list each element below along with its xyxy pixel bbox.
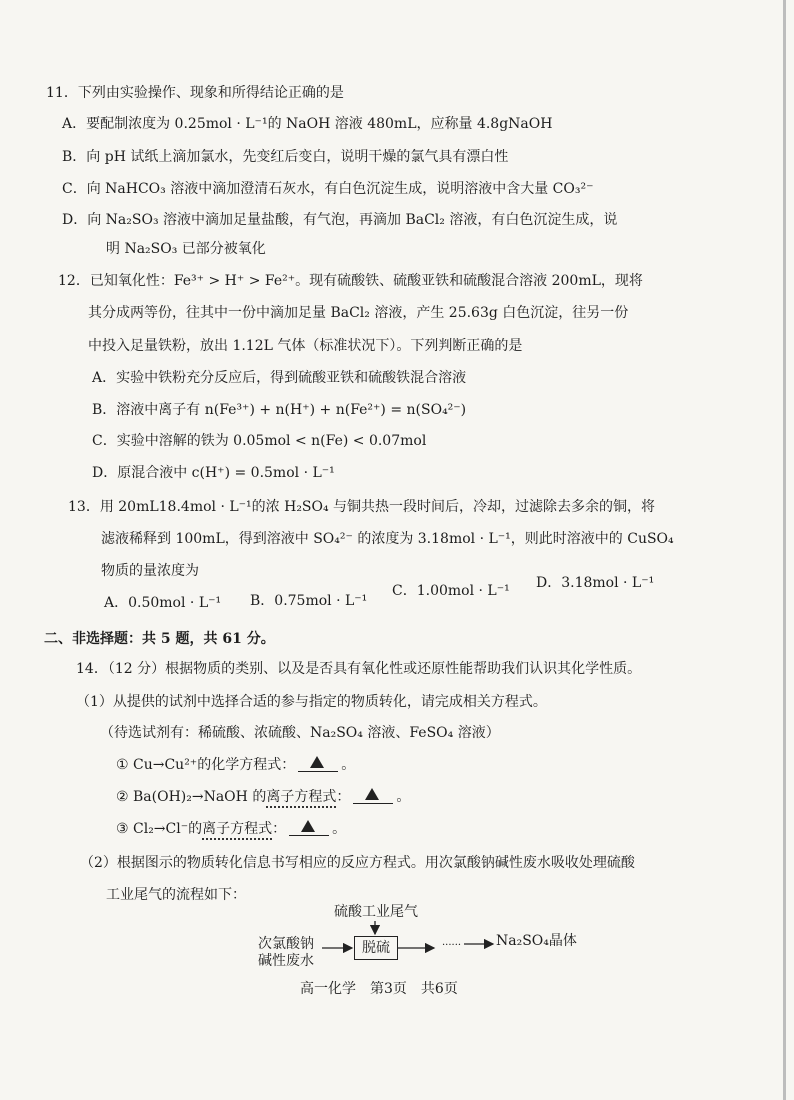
- q14-item-3-prefix: ③ Cl₂→Cl⁻的: [116, 821, 203, 837]
- q14-item-2-keyword: 离子方程式: [266, 789, 336, 808]
- q12-option-d: D．原混合液中 c(H⁺) = 0.5mol · L⁻¹: [92, 465, 335, 481]
- q14-item-1-keyword: 化学方程式: [211, 757, 282, 773]
- section-2-heading: 二、非选择题：共 5 题，共 61 分。: [44, 631, 275, 647]
- q11-option-a: A．要配制浓度为 0.25mol · L⁻¹的 NaOH 溶液 480mL，应称量 4.8gNaOH: [62, 116, 553, 132]
- q14-item-2-prefix: ② Ba(OH)₂→NaOH 的: [116, 789, 267, 805]
- q13-stem-line1: 13．用 20mL18.4mol · L⁻¹的浓 H₂SO₄ 与铜共热一段时间后，冷却，过滤除去多余的铜，将: [68, 499, 656, 515]
- flow-waste-water-label-2: 碱性废水: [258, 953, 314, 969]
- q14-part2-line1: （2）根据图示的物质转化信息书写相应的反应方程式。用次氯酸钠碱性废水吸收处理硫酸: [80, 855, 635, 871]
- q12-option-c: C．实验中溶解的铁为 0.05mol < n(Fe) < 0.07mol: [92, 433, 427, 449]
- q11-stem: 11．下列由实验操作、现象和所得结论正确的是: [46, 85, 344, 101]
- page-footer: 高一化学 第3页 共6页: [300, 981, 458, 997]
- flow-waste-water-label-1: 次氯酸钠: [258, 936, 314, 952]
- q14-item-3-end: 。: [332, 821, 347, 837]
- q11-option-d-line2: 明 Na₂SO₃ 已部分被氧化: [106, 241, 266, 257]
- flow-product-label: Na₂SO₄晶体: [496, 933, 577, 949]
- q11-option-d-line1: D．向 Na₂SO₃ 溶液中滴加足量盐酸，有气泡，再滴加 BaCl₂ 溶液，有白色沉淀生成，说: [62, 212, 618, 228]
- q13-option-c: C．1.00mol · L⁻¹: [392, 583, 510, 599]
- q14-item-2-colon: ：: [336, 789, 351, 805]
- flow-ellipsis: ······: [442, 940, 462, 951]
- q13-option-a: A．0.50mol · L⁻¹: [104, 595, 222, 611]
- q14-item-3-keyword: 离子方程式: [202, 821, 272, 840]
- q12-stem-line1: 12．已知氧化性：Fe³⁺ > H⁺ > Fe²⁺。现有硫酸铁、硫酸亚铁和硫酸混合溶液 200mL，现将: [58, 273, 643, 289]
- q12-option-b: B．溶液中离子有 n(Fe³⁺) + n(H⁺) + n(Fe²⁺) = n(SO₄²⁻): [92, 402, 467, 418]
- q14-item-1-prefix: ① Cu→Cu²⁺的: [116, 757, 212, 773]
- q14-item-1-end: 。: [341, 757, 356, 773]
- q12-stem-line3: 中投入足量铁粉，放出 1.12L 气体（标准状况下）。下列判断正确的是: [88, 338, 523, 354]
- q11-option-b: B．向 pH 试纸上滴加氯水，先变红后变白，说明干燥的氯气具有漂白性: [62, 149, 509, 165]
- flow-tail-gas-label: 硫酸工业尾气: [334, 904, 418, 920]
- q14-item-1-colon: ：: [281, 757, 296, 773]
- q14-part2-line2: 工业尾气的流程如下：: [106, 887, 246, 903]
- q14-item-2-end: 。: [396, 789, 411, 805]
- q11-option-c: C．向 NaHCO₃ 溶液中滴加澄清石灰水，有白色沉淀生成，说明溶液中含大量 CO₃²⁻: [62, 181, 594, 197]
- q13-option-b: B．0.75mol · L⁻¹: [250, 593, 368, 609]
- q13-stem-line2: 滤液稀释到 100mL，得到溶液中 SO₄²⁻ 的浓度为 3.18mol · L⁻¹，则此时溶液中的 CuSO₄: [101, 531, 674, 547]
- q14-part1: （1）从提供的试剂中选择合适的参与指定的物质转化，请完成相关方程式。: [76, 694, 547, 710]
- flow-desulfurization-box: 脱硫: [354, 936, 398, 960]
- q13-option-d: D．3.18mol · L⁻¹: [536, 575, 655, 591]
- q14-reagent-list: （待选试剂有：稀硫酸、浓硫酸、Na₂SO₄ 溶液、FeSO₄ 溶液）: [100, 725, 500, 741]
- q14-stem: 14．（12 分）根据物质的类别、以及是否具有氧化性或还原性能帮助我们认识其化学性质。: [76, 661, 642, 677]
- q12-stem-line2: 其分成两等份，往其中一份中滴加足量 BaCl₂ 溶液，产生 25.63g 白色沉淀，往另一份: [88, 305, 629, 321]
- q12-option-a: A．实验中铁粉充分反应后，得到硫酸亚铁和硫酸铁混合溶液: [92, 370, 467, 386]
- q13-stem-line3: 物质的量浓度为: [101, 563, 199, 579]
- q14-item-3-colon: ：: [272, 821, 287, 837]
